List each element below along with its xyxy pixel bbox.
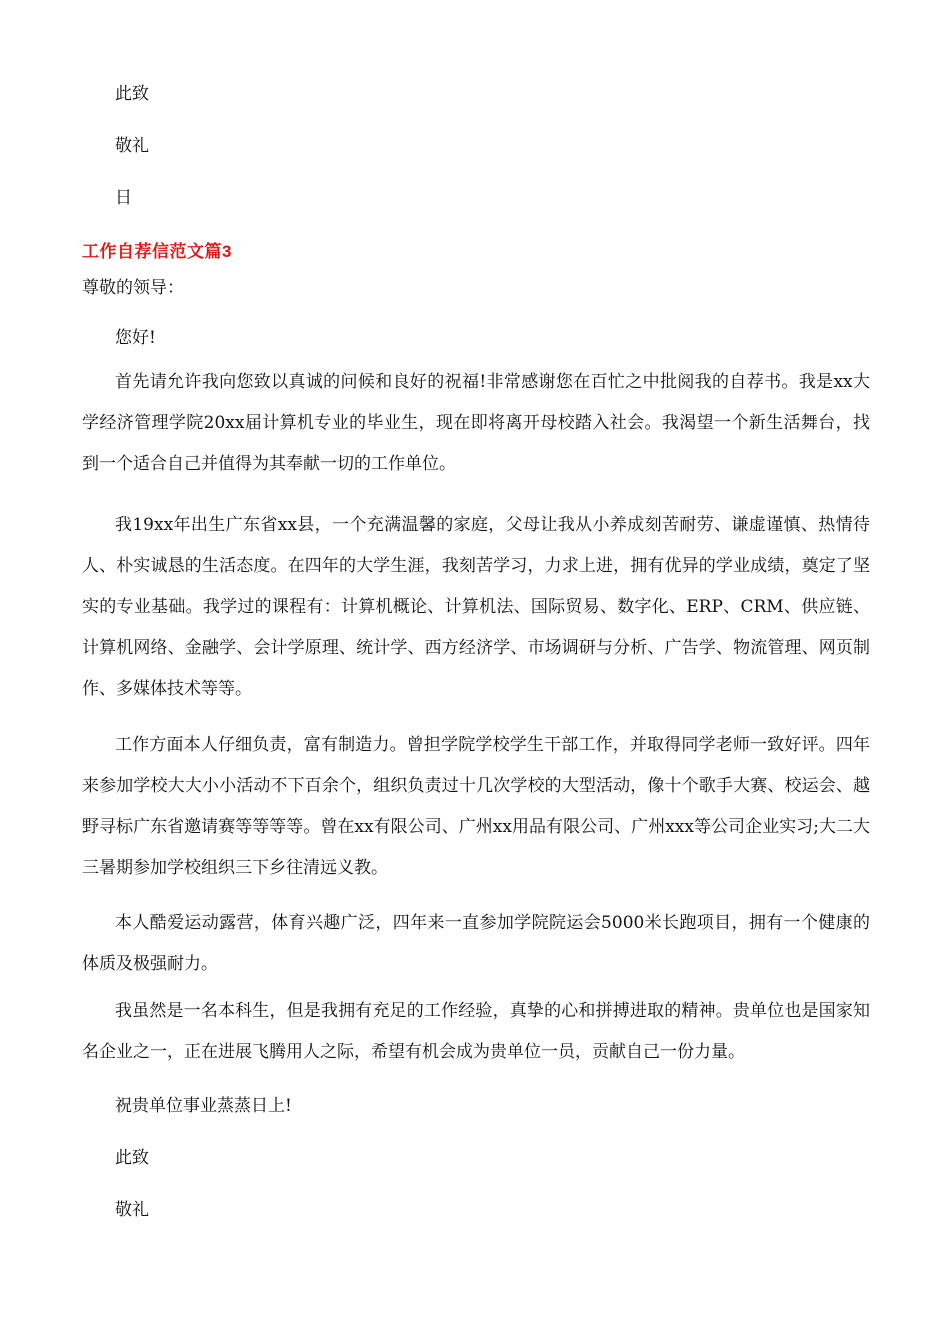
closing-date: 日 <box>115 188 132 208</box>
section-heading: 工作自荐信范文篇3 <box>82 242 232 261</box>
paragraph-intro: 首先请允许我向您致以真诚的问候和良好的祝福!非常感谢您在百忙之中批阅我的自荐书。我是xx大学经济管理学院20xx届计算机专业的毕业生，现在即将离开母校踏入社会。我渴望一个新生活舞台，找到一个适合自己并值得为其奉献一切的工作单位。 <box>82 372 870 474</box>
closing-ci-zhi: 此致 <box>115 84 149 104</box>
section-ci-zhi: 此致 <box>115 1148 149 1168</box>
wish: 祝贵单位事业蒸蒸日上! <box>115 1096 292 1116</box>
greeting: 您好! <box>115 328 156 348</box>
closing-jing-li: 敬礼 <box>115 136 149 156</box>
paragraph-work: 工作方面本人仔细负责，富有制造力。曾担学院学校学生干部工作，并取得同学老师一致好评。四年来参加学校大大小小活动不下百余个，组织负责过十几次学校的大型活动，像十个歌手大赛、校运会、越野寻标广东省邀请赛等等等等。曾在xx有限公司、广州xx用品有限公司、广州xxx等公司企业实习;大二大三暑期参加学校组织三下乡往清远义教。 <box>82 735 870 878</box>
paragraph-background: 我19xx年出生广东省xx县，一个充满温馨的家庭，父母让我从小养成刻苦耐劳、谦虚谨慎、热情待人、朴实诚恳的生活态度。在四年的大学生涯，我刻苦学习，力求上进，拥有优异的学业成绩，奠定了坚实的专业基础。我学过的课程有：计算机概论、计算机法、国际贸易、数字化、ERP、CRM、供应链、计算机网络、金融学、会计学原理、统计学、西方经济学、市场调研与分析、广告学、物流管理、网页制作、多媒体技术等等。 <box>82 515 870 699</box>
salutation: 尊敬的领导： <box>82 278 184 298</box>
paragraph-conclusion: 我虽然是一名本科生，但是我拥有充足的工作经验，真挚的心和拼搏进取的精神。贵单位也是国家知名企业之一，正在进展飞腾用人之际，希望有机会成为贵单位一员，贡献自己一份力量。 <box>82 1001 870 1062</box>
paragraph-hobbies: 本人酷爱运动露营，体育兴趣广泛，四年来一直参加学院院运会5000米长跑项目，拥有一个健康的体质及极强耐力。 <box>82 913 870 974</box>
section-jing-li: 敬礼 <box>115 1200 149 1220</box>
